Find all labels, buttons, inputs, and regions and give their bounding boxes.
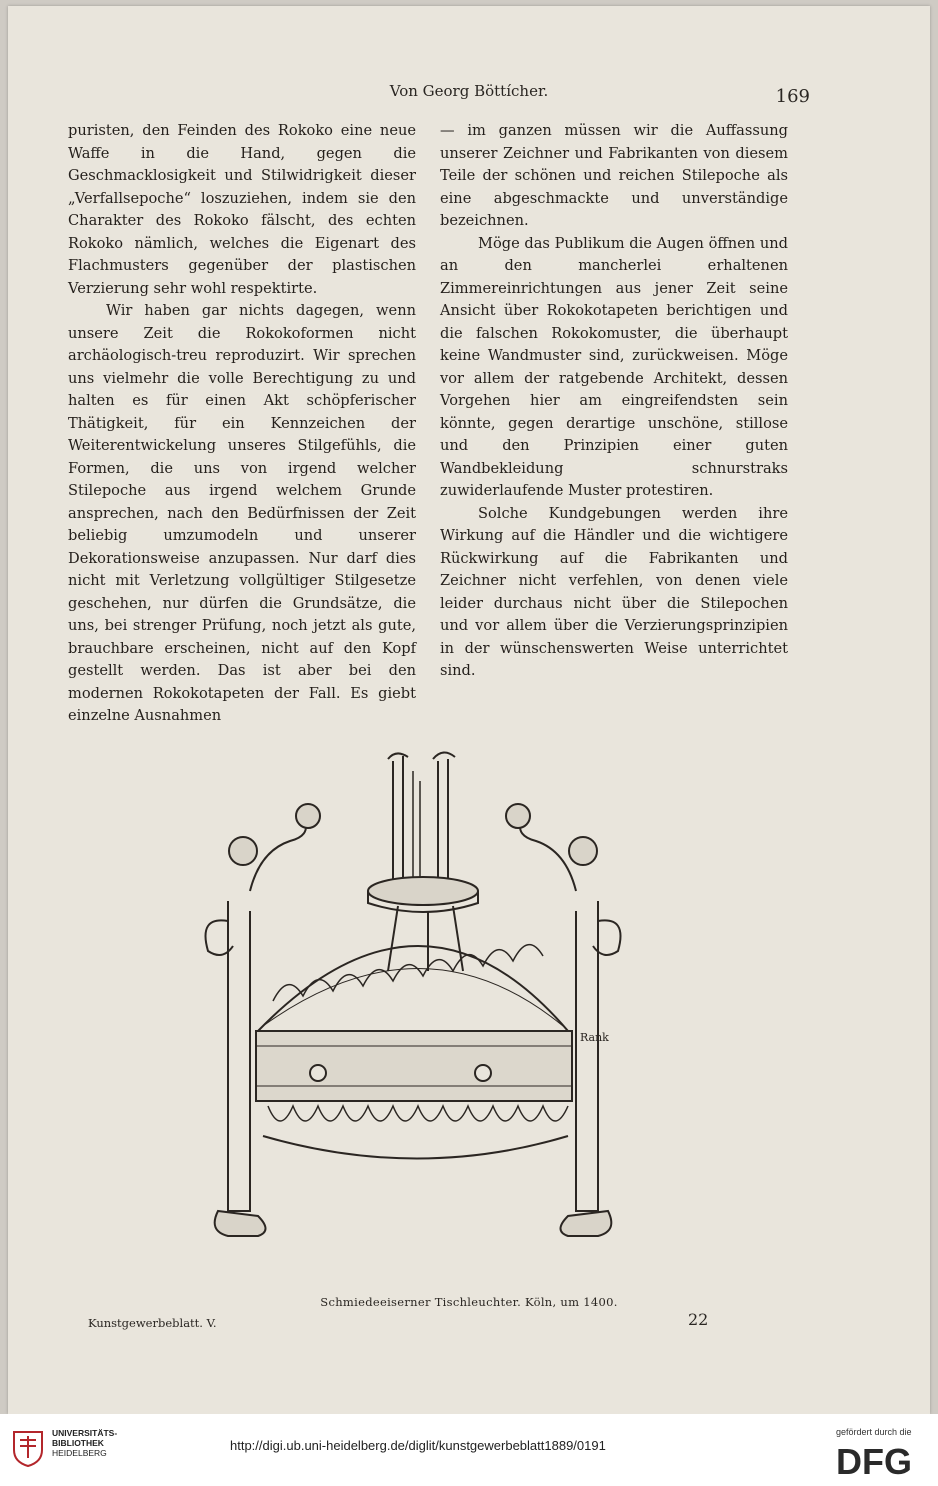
dfg-logo-text: DFG <box>836 1442 912 1478</box>
paragraph: — im ganzen müssen wir die Auffassung unserer Zeichner und Fabrikanten von diesem Teile der schönen und reichen Stilepoche als eine abgeschmackte und unverständige bezeichnen. <box>440 122 788 229</box>
left-column <box>68 120 416 728</box>
artist-signature: Rank <box>580 1031 609 1044</box>
signature-number: 22 <box>688 1310 709 1329</box>
scanned-page <box>8 6 930 1414</box>
university-seal-icon <box>10 1428 46 1468</box>
institution-line: HEIDELBERG <box>52 1448 107 1458</box>
candlestick-illustration <box>188 741 628 1276</box>
paragraph: Möge das Publikum die Augen öffnen und an den mancherlei erhaltenen Zimmereinrichtungen aus jener Zeit seine Ansicht über Rokokotapeten berichtigen und die falschen Rokokomuster, die überhaupt keine Wandmuster sind, zurückweisen. Möge vor allem der ratgebende Architekt, dessen Vorgehen hier am eingreifendsten sein könnte, gegen derartige unschöne, stillose und den Prinzipien einer guten Wandbekleidung schnurstraks zuwiderlaufende Muster protestiren. <box>440 234 788 499</box>
paragraph: Wir haben gar nichts dagegen, wenn unsere Zeit die Rokokoformen nicht archäologisch-treu reproduzirt. Wir sprechen uns vielmehr die volle Berechtigung zu und halten es für einen Akt schöpferischer Thätigkeit, für ein Kennzeichen der Weiterentwickelung unseres Stilgefühls, die Formen, die uns von irgend welcher Stilepoche aus irgend welchem Grunde ansprechen, nach den Bedürfnissen der Zeit beliebig umzumodeln und unserer Dekorationsweise anzupassen. Nur darf dies nicht mit Verletzung vollgültiger Stilgesetze geschehen, nur dürfen die Grundsätze, die uns, bei strenger Prüfung, noch jetzt als gute, brauchbare erscheinen, nicht auf den Kopf gestellt werden. Das ist aber bei den modernen Rokokotapeten der Fall. Es giebt einzelne Ausnahmen <box>68 302 416 724</box>
permalink[interactable]: http://digi.ub.uni-heidelberg.de/diglit/kunstgewerbeblatt1889/0191 <box>230 1438 606 1453</box>
footer-bar <box>0 1414 938 1486</box>
journal-footer: Kunstgewerbeblatt. V. <box>88 1316 217 1330</box>
paragraph: puristen, den Feinden des Rokoko eine neue Waffe in die Hand, gegen die Geschmacklosigkeit und Stilwidrigkeit dieser „Verfallsepoche“ loszuziehen, indem sie den Charakter des Rokoko fälscht, des echten Rokoko nämlich, welches die Eigenart des Flachmusters gegenüber der plastischen Verzierung sehr wohl respektirte. <box>68 122 416 297</box>
university-name <box>52 1428 117 1458</box>
running-head: Von Georg Böttícher. <box>389 82 549 100</box>
paragraph: Solche Kundgebungen werden ihre Wirkung auf die Händler und die wichtigere Rückwirkung auf die Fabrikanten und Zeichner nicht verfehlen, von denen viele leider durchaus nicht über die Stilepochen und vor allem über die Verzierungsprinzipien in der wünschenswerten Weise unterrichtet sind. <box>440 504 788 679</box>
right-column <box>440 120 788 683</box>
dfg-logo <box>836 1442 926 1478</box>
institution-line: UNIVERSITÄTS- <box>52 1428 118 1438</box>
page-number: 169 <box>775 86 810 107</box>
institution-line: BIBLIOTHEK <box>52 1438 104 1448</box>
figure-caption: Schmiedeeiserner Tischleuchter. Köln, um 1400. <box>320 1295 618 1309</box>
funded-by-label: gefördert durch die <box>836 1427 912 1437</box>
